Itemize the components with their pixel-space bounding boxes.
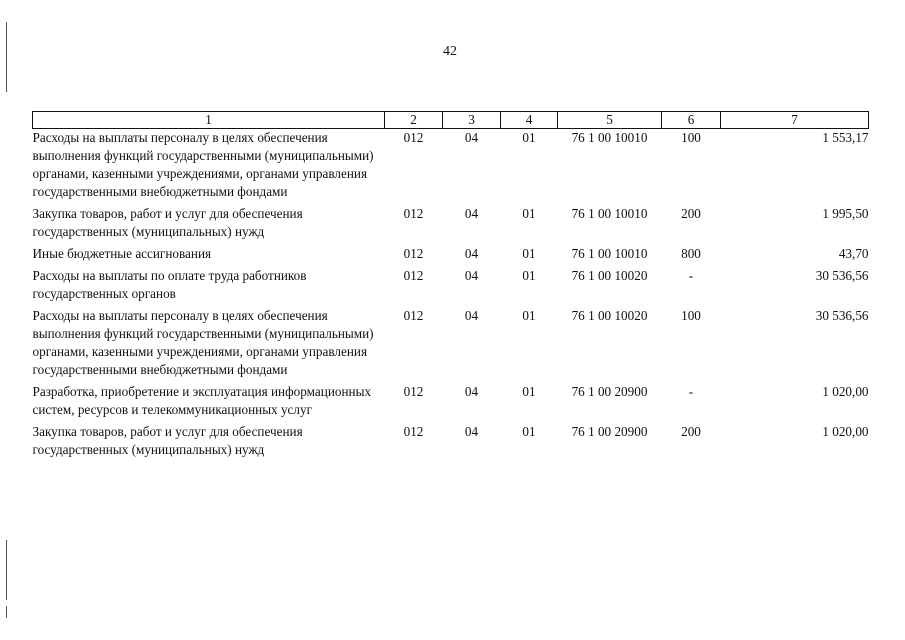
page-number: 42 [443, 44, 457, 59]
expense-type-cell: - [688, 384, 694, 399]
subsection-code-cell: 01 [522, 268, 536, 283]
amount-cell: 1 020,00 [822, 424, 869, 439]
ministry-code-cell: 012 [403, 384, 424, 399]
ministry-code-cell: 012 [403, 424, 424, 439]
subsection-code-cell: 01 [522, 206, 536, 221]
amount-cell: 43,70 [838, 246, 869, 261]
table-row [33, 205, 869, 245]
subsection-code-cell: 01 [522, 246, 536, 261]
expense-type-cell: 200 [681, 206, 701, 221]
target-article-cell: 76 1 00 10020 [571, 308, 648, 323]
expense-type-cell: 100 [681, 308, 701, 323]
expense-name-cell: Закупка товаров, работ и услуг для обеспечения государственных (муниципальных) нужд [32, 424, 303, 457]
expense-type-cell: 800 [681, 246, 701, 261]
section-code-cell: 04 [464, 246, 479, 261]
section-code-cell: 04 [464, 268, 479, 283]
section-code-cell: 04 [464, 308, 479, 323]
amount-cell: 30 536,56 [815, 308, 869, 323]
target-article-cell: 76 1 00 10020 [571, 268, 648, 283]
subsection-code-cell: 01 [522, 424, 536, 439]
section-code-cell: 04 [464, 206, 479, 221]
amount-cell: 30 536,56 [815, 268, 869, 283]
subsection-code-cell: 01 [522, 130, 536, 145]
table-body [33, 129, 869, 464]
table-header [33, 112, 869, 129]
expense-name-cell: Расходы на выплаты по оплате труда работников государственных органов [32, 268, 307, 301]
expense-type-cell: - [688, 268, 694, 283]
column-header-3: 3 [443, 112, 501, 129]
table-row [33, 423, 869, 463]
expense-name-cell: Иные бюджетные ассигнования [32, 246, 212, 261]
expense-type-cell: 100 [681, 130, 701, 145]
ministry-code-cell: 012 [403, 268, 424, 283]
section-code-cell: 04 [464, 130, 479, 145]
section-code-cell: 04 [464, 384, 479, 399]
column-header-7: 7 [721, 112, 869, 129]
table-row [33, 267, 869, 307]
table-row [33, 245, 869, 267]
ministry-code-cell: 012 [403, 246, 424, 261]
header-row [33, 112, 869, 129]
column-header-6: 6 [662, 112, 721, 129]
subsection-code-cell: 01 [522, 308, 536, 323]
expense-type-cell: 200 [681, 424, 701, 439]
target-article-cell: 76 1 00 20900 [571, 424, 648, 439]
table-row [33, 307, 869, 383]
target-article-cell: 76 1 00 10010 [571, 130, 648, 145]
ministry-code-cell: 012 [403, 308, 424, 323]
column-header-2: 2 [385, 112, 443, 129]
column-header-4: 4 [501, 112, 558, 129]
amount-cell: 1 020,00 [822, 384, 869, 399]
ministry-code-cell: 012 [403, 206, 424, 221]
amount-cell: 1 553,17 [822, 130, 869, 145]
table-row [33, 383, 869, 423]
section-code-cell: 04 [464, 424, 479, 439]
expense-name-cell: Разработка, приобретение и эксплуатация информационных систем, ресурсов и телекоммуникационных услуг [32, 384, 372, 417]
target-article-cell: 76 1 00 20900 [571, 384, 648, 399]
target-article-cell: 76 1 00 10010 [571, 206, 648, 221]
subsection-code-cell: 01 [522, 384, 536, 399]
budget-table [32, 111, 869, 463]
ministry-code-cell: 012 [403, 130, 424, 145]
expense-name-cell: Расходы на выплаты персоналу в целях обеспечения выполнения функций государственными (муниципальными) органами, казенными учреждениями, органами управления государственными внебюджетными фондами [32, 308, 374, 377]
scan-edge-mark [6, 606, 7, 618]
table-row [33, 129, 869, 206]
target-article-cell: 76 1 00 10010 [571, 246, 648, 261]
column-header-5: 5 [558, 112, 662, 129]
expense-name-cell: Расходы на выплаты персоналу в целях обеспечения выполнения функций государственными (муниципальными) органами, казенными учреждениями, органами управления государственными внебюджетными фондами [32, 130, 374, 199]
expense-name-cell: Закупка товаров, работ и услуг для обеспечения государственных (муниципальных) нужд [32, 206, 303, 239]
column-header-1: 1 [33, 112, 385, 129]
scan-edge-mark [6, 540, 7, 600]
amount-cell: 1 995,50 [822, 206, 869, 221]
